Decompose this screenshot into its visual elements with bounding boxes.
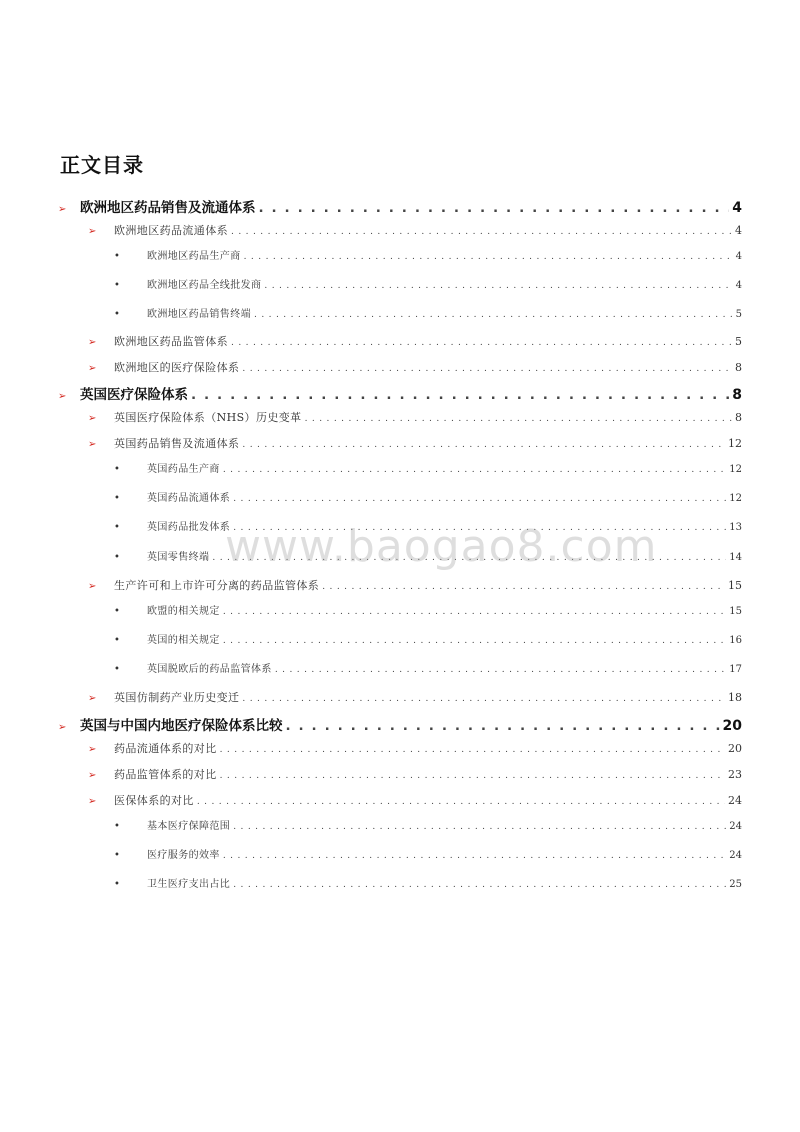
toc-entry-page: 16: [729, 635, 742, 646]
toc-entry-page: 20: [728, 742, 742, 755]
toc-entry-page: 5: [735, 309, 742, 320]
toc-entry[interactable]: [58, 383, 742, 403]
watermark: www.baogao8.com: [225, 521, 658, 572]
toc-entry-label: 医疗服务的效率: [147, 850, 220, 861]
arrow-icon: ➢: [58, 391, 67, 402]
toc-entry-label: 英国与中国内地医疗保险体系比较: [80, 718, 283, 734]
arrow-icon: ➢: [88, 744, 97, 755]
toc-entry[interactable]: [88, 792, 742, 808]
toc-entry-label: 英国脱欧后的药品监管体系: [147, 664, 272, 675]
toc-entry-label: 药品监管体系的对比: [114, 768, 217, 781]
dot-leader: [223, 636, 726, 646]
bullet-icon: •: [114, 635, 120, 646]
toc-entry-page: 12: [729, 493, 742, 504]
toc-entry-label: 英国药品流通体系: [147, 493, 231, 504]
toc-entry-page: 13: [729, 522, 742, 533]
toc-entry-page: 12: [728, 437, 742, 450]
toc-entry[interactable]: [88, 333, 742, 349]
dot-leader: [212, 553, 726, 563]
toc-entry-page: 24: [728, 794, 742, 807]
dot-leader: [254, 310, 733, 320]
toc-entry-label: 欧洲地区药品生产商: [147, 251, 241, 262]
dot-leader: [322, 582, 725, 592]
toc-entry-label: 药品流通体系的对比: [114, 742, 217, 755]
toc-entry-page: 4: [735, 224, 742, 237]
toc-entry-page: 4: [735, 280, 742, 291]
toc-entry[interactable]: [114, 489, 742, 504]
toc-entry[interactable]: [114, 602, 742, 617]
bullet-icon: •: [114, 850, 120, 861]
dot-leader: [191, 387, 729, 403]
bullet-icon: •: [114, 606, 120, 617]
toc-entry-label: 英国药品生产商: [147, 464, 220, 475]
toc-entry-label: 欧洲地区的医疗保险体系: [114, 361, 240, 374]
arrow-icon: ➢: [88, 693, 97, 704]
dot-leader: [233, 523, 726, 533]
toc-entry-label: 卫生医疗支出占比: [147, 879, 231, 890]
toc-entry[interactable]: [114, 846, 742, 861]
toc-entry[interactable]: [114, 276, 742, 291]
toc-entry-label: 英国零售终端: [147, 552, 210, 563]
toc-entry-page: 4: [735, 251, 742, 262]
toc-entry-page: 5: [735, 335, 742, 348]
toc-entry[interactable]: [114, 631, 742, 646]
dot-leader: [223, 607, 726, 617]
toc-entry-page: 18: [728, 691, 742, 704]
bullet-icon: •: [114, 464, 120, 475]
toc-entry-label: 欧洲地区药品销售及流通体系: [80, 200, 256, 216]
toc-entry[interactable]: [88, 766, 742, 782]
dot-leader: [220, 771, 725, 781]
toc-entry-page: 24: [729, 821, 742, 832]
toc-entry-label: 英国仿制药产业历史变迁: [114, 691, 240, 704]
toc-entry[interactable]: [114, 660, 742, 675]
toc-entry[interactable]: [58, 196, 742, 216]
toc-entry-page: 4: [732, 200, 742, 216]
toc-entry-label: 欧洲地区药品销售终端: [147, 309, 251, 320]
toc-entry-label: 欧盟的相关规定: [147, 606, 220, 617]
arrow-icon: ➢: [58, 204, 67, 215]
dot-leader: [197, 797, 725, 807]
bullet-icon: •: [114, 251, 120, 262]
toc-entry[interactable]: [88, 409, 742, 425]
arrow-icon: ➢: [88, 439, 97, 450]
arrow-icon: ➢: [88, 413, 97, 424]
toc-entry[interactable]: [88, 435, 742, 451]
arrow-icon: ➢: [88, 337, 97, 348]
dot-leader: [264, 281, 732, 291]
dot-leader: [286, 718, 720, 734]
dot-leader: [275, 665, 726, 675]
dot-leader: [242, 694, 725, 704]
toc-entry-page: 14: [729, 552, 742, 563]
arrow-icon: ➢: [88, 226, 97, 237]
arrow-icon: ➢: [58, 722, 67, 733]
toc-entry[interactable]: [114, 817, 742, 832]
dot-leader: [220, 745, 725, 755]
dot-leader: [233, 822, 726, 832]
arrow-icon: ➢: [88, 363, 97, 374]
dot-leader: [242, 440, 725, 450]
arrow-icon: ➢: [88, 770, 97, 781]
toc-entry-label: 欧洲地区药品全线批发商: [147, 280, 262, 291]
arrow-icon: ➢: [88, 796, 97, 807]
toc-entry-page: 24: [729, 850, 742, 861]
bullet-icon: •: [114, 552, 120, 563]
bullet-icon: •: [114, 821, 120, 832]
toc-entry-label: 欧洲地区药品流通体系: [114, 224, 228, 237]
toc-entry-page: 15: [729, 606, 742, 617]
bullet-icon: •: [114, 522, 120, 533]
toc-entry-label: 英国医疗保险体系: [80, 387, 188, 403]
toc-entry-page: 25: [729, 879, 742, 890]
toc-entry[interactable]: [114, 875, 742, 890]
toc-entry[interactable]: [114, 247, 742, 262]
toc-entry[interactable]: [114, 460, 742, 475]
toc-entry-label: 生产许可和上市许可分离的药品监管体系: [114, 579, 320, 592]
toc-entry-label: 医保体系的对比: [114, 794, 194, 807]
toc-entry[interactable]: [88, 359, 742, 375]
dot-leader: [233, 494, 726, 504]
toc-entry[interactable]: [114, 305, 742, 320]
toc-entry[interactable]: [88, 740, 742, 756]
dot-leader: [231, 227, 732, 237]
toc-entry[interactable]: [114, 548, 742, 563]
toc-entry[interactable]: [88, 577, 742, 593]
dot-leader: [233, 880, 726, 890]
toc-entry-page: 8: [735, 361, 742, 374]
toc-entry[interactable]: [114, 518, 742, 533]
dot-leader: [223, 851, 726, 861]
toc-entry-label: 英国药品销售及流通体系: [114, 437, 240, 450]
bullet-icon: •: [114, 664, 120, 675]
toc-entry-page: 23: [728, 768, 742, 781]
toc-entry-page: 15: [728, 579, 742, 592]
toc-entry-page: 20: [722, 718, 742, 734]
bullet-icon: •: [114, 280, 120, 291]
toc-entry-label: 英国医疗保险体系（NHS）历史变革: [114, 411, 302, 424]
dot-leader: [223, 465, 726, 475]
toc-entry[interactable]: [88, 222, 742, 238]
toc-entry-page: 17: [729, 664, 742, 675]
toc-entry-label: 英国的相关规定: [147, 635, 220, 646]
dot-leader: [242, 364, 732, 374]
toc-entry[interactable]: [88, 689, 742, 705]
toc-entry[interactable]: [58, 714, 742, 734]
bullet-icon: •: [114, 879, 120, 890]
dot-leader: [259, 200, 730, 216]
toc-entry-label: 欧洲地区药品监管体系: [114, 335, 228, 348]
page-title: 正文目录: [60, 153, 144, 177]
toc-entry-label: 英国药品批发体系: [147, 522, 231, 533]
bullet-icon: •: [114, 493, 120, 504]
dot-leader: [231, 338, 732, 348]
bullet-icon: •: [114, 309, 120, 320]
dot-leader: [244, 252, 733, 262]
toc-entry-label: 基本医疗保障范围: [147, 821, 231, 832]
toc-entry-page: 8: [732, 387, 742, 403]
arrow-icon: ➢: [88, 581, 97, 592]
toc-entry-page: 8: [735, 411, 742, 424]
toc-entry-page: 12: [729, 464, 742, 475]
dot-leader: [305, 414, 732, 424]
